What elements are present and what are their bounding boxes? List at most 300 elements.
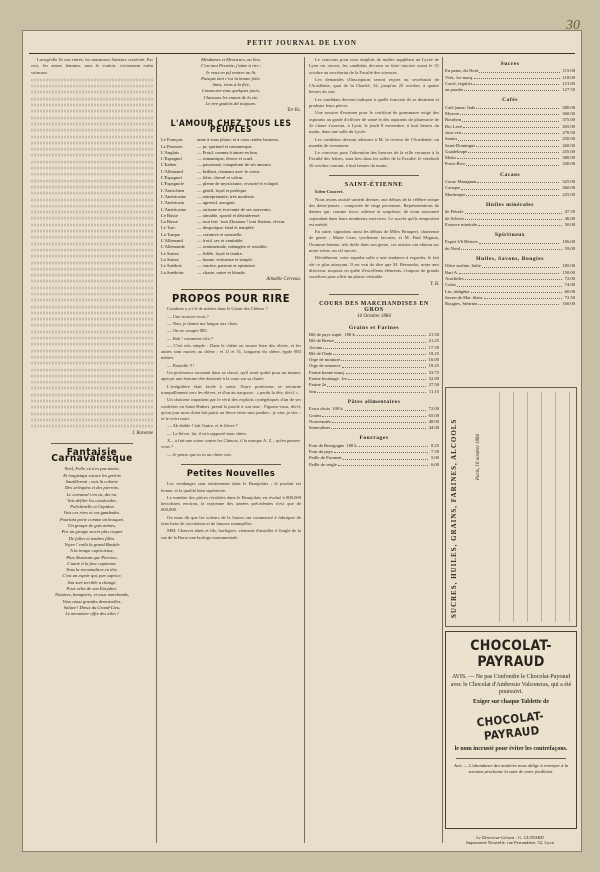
propos-paragraph: Un chasseur impatient par le récit des exploits cynégétiques d'un de ses confrères en Saint-Hubert, prend la parole à son tour : Figurez-vous, dit-il, qu'un jour mon chien fait partir un lièvre entre mes jambes ; je vise, je tire... et le voici mort. [161,397,301,422]
item-name: Café jaune, Inde [445,104,476,110]
item-price: 8.25 [430,442,439,448]
people-trait: — gentil, loyal et poétique. [197,187,248,193]
leader-dots [478,222,562,226]
separator [456,758,566,759]
eden-title: Eden-Concert. [315,189,344,195]
leader-dots [343,455,428,459]
people-trait: — pr, spirituel et romanesque. [197,143,253,149]
people-name: L'Américain [161,200,185,206]
people-trait: — fière, cheval et valeur. [197,175,244,181]
leader-dots [458,136,559,140]
cafes-title: Cafés [502,97,518,104]
leader-dots [462,117,559,121]
item-price: 150.00 [562,269,575,275]
fourrages-title: Fourrages [359,435,389,442]
sucres-title: Sucres [500,61,520,67]
column-4-prices [445,57,575,385]
notice: Avis. — L'abondance des matières nous oblige à renvoyer à la semaine prochaine la suite de notre feuilleton. [453,762,569,774]
bougies-title: Huiles, Savons, Bougies [476,256,544,263]
item-price: 21.25 [428,338,439,344]
item-name: Bari A. [445,269,459,275]
item-price: 47.50 [564,209,575,215]
rotated-table-date: Paris, 16 octobre 1884 [476,434,481,480]
leader-dots [461,185,559,189]
item-name: Nouveautés [309,418,331,424]
poem-line: Pour celui de son Eurydice. [66,586,118,592]
leader-dots [466,161,559,165]
item-name: Rio Lavé [445,123,462,129]
people-trait: — agressif, arrogant. [197,200,236,206]
item-price: 27.50 [428,382,439,388]
item-name: de Schiste [445,215,464,221]
separator [329,175,419,176]
item-price: 265.00 [562,123,575,129]
bougies-table [445,263,575,307]
leader-dots [464,87,559,91]
item-name: Caraque [445,185,461,191]
cours-title: COURS DES MARCHANDISES EN GROS [319,300,429,314]
header-rule [29,53,575,54]
propos-paragraph: — Non, je donne ma langue aux chats. [167,320,239,326]
chocolat-advertisement [445,631,577,829]
item-price: 46.00 [564,215,575,221]
leader-dots [332,419,426,423]
item-name: Paille de seigle [309,461,337,467]
page-number: 30 [566,18,580,33]
item-price: 60.00 [564,288,575,294]
nouvelles-paragraph: Les vendanges sont entièrement dans le Beaujolais ; le produit est bonne, et la qualité bien supérieure. [161,481,301,493]
huiles-title: Huiles minérales [486,201,534,208]
poem-line: De folles et tendres filles. [68,535,116,541]
people-trait: aime à vous plaire, et à vous rendre heureux. [197,137,280,143]
item-name: Farine boulange. 1re [309,376,347,382]
people-trait: — pleine de mysticisme, vivacité et volupté. [197,181,279,187]
huiles-table [445,209,575,228]
item-price: 380.00 [562,155,575,161]
people-name: Le Suédois [161,263,182,269]
ad-title: CHOCOLAT-PAYRAUD [470,638,552,670]
pates-table [309,406,439,431]
item-price: 160.00 [562,301,575,307]
cacaos-title: Cacaos [499,171,521,178]
people-name: Le Russe [161,212,178,218]
story-text-block [31,77,153,430]
people-trait: — bonne, vertueuse et simple. [197,256,253,262]
propos-paragraph: X... a fait une scène contre les Chinois, il la marque A. Z... qu'en pensez-vous ? [161,438,301,450]
item-price: 32.00 [428,376,439,382]
item-price: 225.00 [562,191,575,197]
people-name: L'Allemande [161,244,185,250]
poem-line: C'est un espoir qui, par caprice, [62,573,122,579]
cafes-table [445,105,575,168]
leader-dots [484,295,562,299]
propos-paragraph: — C'est très simple : Dans le chêne on trouve bien des olives, et les autres sont mortes au chêne ; et 11 et 31, longueur du chêne, égale 883 mètres. [161,342,301,361]
item-name: Orge de mouture [309,357,341,363]
eden-paragraph: Nous avons assisté samedi dernier, aux débuts de la célèbre troupe des demi-jeunes ; composée de vingt personnes. Représentations de danses qui, comme force, adresse et souplesse, de n'ont rencontré cependant dans leurs nombreux exercices. Le succès qu'ils remportent est mérité. [309,196,439,227]
people-trait: — romantique, féroce et cruel. [197,156,254,162]
leader-dots [476,143,559,147]
fantaisie-poem [31,466,153,617]
people-trait: — Froid, comme à aimer en bon. [197,149,258,155]
item-name: du Nord [445,245,461,251]
verse-ending: Mesdames et Messieurs, au lieu, C'est moi Perrette, j'aime à rire ; Je veux en pif rentrer au lit. Puisque moi c'est la bonne folie. Amis, riens à la fête, Consacrez-vous quelques jours, Chassons les ennuis de la vie, Le rire gaulois dit toujours. [200,57,262,107]
item-price: 118.00 [562,74,575,80]
rotated-table-label: SUCRES, HUILES, GRAINS, FARINES, ALCOOLS [450,418,458,618]
item-price: 21.50 [428,331,439,337]
people-trait: — froid, sec et vanitable. [197,238,244,244]
item-name: Farine bonne marq. [309,369,345,375]
item-name: Martinique [445,191,466,197]
people-name: L'Allemand [161,168,183,174]
story-signature: J. Ravenne [131,430,153,436]
leader-dots [465,209,562,213]
propos-paragraph: Un professeur racontait dans sa classe, qu'il avait quitté pour un instant, aperçut une énorme tête dessinée à la craie sur sa chaire. [161,370,301,382]
people-trait: — sentimentale, ménagère et sensible. [197,244,268,250]
poem-line: Un groupe de gais mimes, [68,523,116,529]
leader-dots [473,81,559,85]
people-name: L'Espagnole [161,181,184,187]
people-name: L'Américaine [161,193,187,199]
item-price: 33.75 [428,369,439,375]
people-name: Le Prussien [161,143,183,149]
poem-line: Noel, Folle, tu n'es pas morte, [64,466,120,472]
leader-dots [482,263,560,267]
concours-intro: Le concours pour trois emplois de maître suppléant au Lycée de Lyon est ouvert, les candidats devront se faire inscrire avant le 31 octobre au secrétariat de la Faculté des sciences. [309,57,439,75]
propos-title: PROPOS POUR RIRE [172,292,290,306]
people-name: La Suisse [161,256,179,262]
column-3 [309,57,439,843]
pates-title: Pâtes alimentaires [347,398,401,405]
price-row [445,301,575,307]
leader-dots [478,301,559,305]
propos-paragraph: — On en compte 883. [167,328,208,334]
leader-dots [341,357,426,361]
item-price: 44.00 [428,425,439,431]
eden-paragraph: Décidément, cette superbe salle a une tendance à regarder, le fait sûr ce plus attrayant. Il est vrai de dire que M. Bernardot, notre ami directeur, toujours en quête d'excellents éléments, s'impose de grands sacrifices pour offrir un plaisir véritable. [309,255,439,280]
propos-paragraph: — Le lièvre, lui, il m'a rapporté mon chien. [167,430,247,436]
leader-dots [322,413,425,417]
leader-dots [479,239,559,243]
item-name: Santos [445,136,458,142]
eden-signature: T. B. [430,281,439,287]
column-2 [161,57,301,843]
nouvelles-paragraph: MM. Chauvet aînés et fils, horlogers, viennent d'installer à l'angle de la rue de la Barre une horloge monumentale. [161,528,301,540]
item-name: Vtés, 1re marq. [445,74,474,80]
nouvelles-paragraph: On nous dit que les voleurs de la Suisse ont commencé à fabriquer de faux bons de circulation et de fausses estampilles. [161,514,301,526]
separator [181,289,281,290]
propos-paragraph: — Une trouvez-vous ? [167,313,209,319]
poem-line: Polichinelle et Cupidon [70,504,114,510]
item-price: 270.00 [562,129,575,135]
leader-dots [479,68,559,72]
item-price: 18.25 [428,350,439,356]
people-name: La Russe [161,219,178,225]
price-row [309,425,439,431]
people-trait: — despotique, fatal et tempéré. [197,225,255,231]
people-name: L'Autrichien [161,187,185,193]
nouvelles-title: Petites Nouvelles [186,468,276,479]
leader-dots [461,246,561,250]
item-price: 330.00 [562,161,575,167]
gerant: Le Directeur-Gérant : G. GUINARD [476,835,544,840]
spiritueux-table [445,239,575,252]
leader-dots [476,105,559,109]
poem-line: Le menuisier offre des ailes ! [65,611,119,617]
item-price: 72.50 [564,294,575,300]
poem-line: Vois ces rires et ces gambades. [63,510,121,516]
cacaos-table [445,179,575,198]
item-price: 18.25 [428,363,439,369]
price-row [445,222,575,228]
concours-text [309,77,439,169]
separator [181,464,281,465]
item-name: Blé de Bresse [309,338,335,344]
verse-signature: Tor Ks. [287,108,301,114]
item-name: Cassé, régulier [445,80,473,86]
leader-dots [477,179,559,183]
item-name: Java vert [445,129,462,135]
people-trait: — passionné, conquérant de ses amours. [197,162,272,168]
spiritueux-title: Spiritueux [494,232,526,239]
people-trait: — entreprenante, très moderne. [197,193,256,199]
item-name: Moka [445,155,456,161]
footer [445,835,575,845]
concours-paragraph: Une session d'examen pour le certificat de grammaire exigé des aspirants au grade d'officier de santé et des aspirants de pharmacie de 2e classe s'ouvrira, à Lyon, le jeudi 8 novembre, à huit heures du matin, dans une salle du Lycée. [309,110,439,135]
leader-dots [357,332,426,336]
ad-exiger: Exiger sur chaque Tablette de [472,698,550,705]
story-intro: Lorsqu'elle fit son entrée, les murmures flatteurs cessèrent. Par ceci, les autres femmes, sans le vouloir, s'avouaient enfin vaincues. [31,57,153,75]
amour-row [161,270,301,276]
item-name: Guadeloupe [445,148,468,154]
item-name: Farine 2e [309,382,327,388]
people-name: L'Italien [161,162,177,168]
poem-line: Vous aussi grandes demoiselles, [62,598,122,604]
people-trait: — chaste, naïve et blonde. [197,269,246,275]
item-price: 16.00 [428,357,439,363]
concours-paragraph: Le concours pour l'obtention des bourses de la ville vacantes à la Faculté des lettres, aura lieu dans les salles de la Faculté, le vendredi 26 octobre courant, à huit heures du matin. [309,150,439,168]
poem-line: Son sort terrible a changé. [67,579,117,585]
column-divider [304,57,305,843]
item-price: 72.00 [428,406,439,412]
people-name: L'Espagnol [161,156,182,162]
poem-line: Par un groupe secret plus coquet [61,529,123,535]
leader-dots [335,338,425,342]
propos-paragraph: — Je pense que tu es un chien voir. [167,451,232,457]
leader-dots [317,389,426,393]
item-name: Orge de semence [309,363,341,369]
item-price: 11.15 [428,388,439,394]
item-name: Mysore [445,111,460,117]
item-price: 260.00 [562,142,575,148]
item-name: Son [309,388,317,394]
item-price: 255.00 [562,148,575,154]
poem-line: Saluez ! Dieux du Grand-Lieu, [63,604,121,610]
item-price: 59.00 [564,245,575,251]
item-price: 7.50 [430,449,439,455]
item-name: Colza [445,282,456,288]
item-name: En pains, du Nord [445,68,479,74]
people-name: L'Allemand [161,238,183,244]
leader-dots [460,111,559,115]
propos-paragraph: — Bah ! comment cela ? [167,335,213,341]
people-trait: — fidèle, loyal et tendre. [197,250,243,256]
column-1 [31,57,153,843]
concours-paragraph: Les demandes d'inscription seront reçues au secrétariat de l'Académie, quai de la Charité, 32, jusqu'au 25 octobre, à quatre heures du soir. [309,76,439,95]
people-trait: — sincère, patriote et optimiste. [197,263,256,269]
item-name: Blé de pays supér. [309,331,343,337]
sucres-table [445,68,575,93]
item-name: Extra choix [309,406,331,412]
poem-line: Et longtemps encore les grelots [63,472,121,478]
people-name: L'Anglais [161,149,179,155]
price-row [445,246,575,252]
item-price: 325.00 [562,179,575,185]
leader-dots [474,75,559,79]
amour-list [161,137,301,276]
item-price: 6.00 [430,461,439,467]
item-name: Savon de Mar. blanc [445,294,483,300]
poem-line: Le carnaval s'en va, dis-on. [66,491,118,497]
leader-dots [457,282,562,286]
poem-line: L'autre à la face capiteuse. [67,560,117,566]
propos-text [161,306,301,458]
people-trait: — aimable, sportif et désintéressé. [197,212,261,218]
propos-paragraph: Combien y a-t-il de mètres dans le Géant des Chênes ? [167,306,268,312]
item-price: 48.00 [428,418,439,424]
leader-dots [333,351,425,355]
leader-dots [348,376,426,380]
leader-dots [342,363,426,367]
item-price: 5.00 [430,455,439,461]
people-name: La Suédoise [161,269,184,275]
item-unit: 100 k. [332,406,344,412]
item-price: 360.00 [562,111,575,117]
item-name: de Pétrole [445,209,464,215]
leader-dots [459,270,559,274]
item-name: Grains [309,412,322,418]
page-header: PETIT JOURNAL DE LYON [247,39,357,47]
item-unit: 100 k. [344,331,356,337]
concours-paragraph: Les candidats devront indiquer à quelle fonction ils se destinent et produire leurs pièces. [309,96,439,109]
poem-line: Vous la reconnaîtrez en tête, [66,567,118,573]
leader-dots [463,124,559,128]
table-grid [486,392,572,622]
separator [51,443,133,444]
leader-dots [465,276,562,280]
item-name: Arachides [445,275,464,281]
leader-dots [359,443,428,447]
item-price: 360.00 [562,185,575,191]
item-price: 185.00 [562,263,575,269]
price-row [445,161,575,167]
fantaisie-title: Fantaisie Carnavalesque [51,446,133,465]
item-name: Olive surfine, Italie [445,263,481,269]
leader-dots [462,130,559,134]
item-name: Foin de Bourgogne [309,442,345,448]
item-price: 115.00 [562,68,575,74]
item-price: 127.50 [562,87,575,93]
grains-table [309,332,439,395]
leader-dots [457,155,560,159]
leader-dots [334,449,428,453]
leader-dots [466,192,559,196]
poem-line: Notaires, banquiers, et vous marchands, [54,592,130,598]
item-name: Avoine [309,344,323,350]
ad-nom: le nom incrusté pour éviter les contrefaçons. [454,746,568,752]
poem-line: Voyez ! voilà la grand Bastide [64,541,120,547]
rotated-price-table [445,387,577,627]
people-trait: — brillant, chantant avec le coeur. [197,168,261,174]
item-price: 17.50 [428,344,439,350]
item-name: Porto-Rico [445,161,466,167]
item-name: Semoulines [309,425,331,431]
ad-banner: CHOCOLAT-PAYRAUD [475,708,545,743]
item-name: Bougies, Stéarine [445,301,478,307]
leader-dots [327,382,425,386]
price-row [445,192,575,198]
item-name: Blé de l'Inde [309,350,333,356]
nouvelles-text [161,481,301,541]
item-price: 380.00 [562,104,575,110]
item-name: Paille de Froment [309,455,342,461]
concours-paragraph: Les candidats devront adresser à M. le recteur de l'Académie, un mandat de versement. [309,136,439,148]
poem-line: Des arlequins et des pierrots. [64,485,120,491]
price-row [309,389,439,395]
ad-warning: AVIS. — Ne pas Confondre le Chocolat-Payraud avec le Chocolat d'Ambrosio Valconeras, qui a été poursuivi. [450,674,572,695]
item-name: Essence minérale [445,221,478,227]
propos-paragraph: — Ah diable ! fait l'autre, et le lièvre ? [167,423,238,429]
newspaper-page [22,30,582,852]
item-price: 250.00 [562,136,575,142]
leader-dots [468,149,559,153]
item-price: 72.00 [564,275,575,281]
item-name: Esprit 3/6 Béziers [445,239,478,245]
nouvelles-paragraph: Le nombre des pièces récoltées dans le Beaujolais est évalué à 800,000 hectolitres environ, la moyenne des années précédentes n'est que de 600,000. [161,494,301,513]
fourrages-table [309,443,439,468]
people-name: Le Français [161,137,183,143]
item-name: Saint-Domingue [445,142,476,148]
price-row [309,462,439,468]
item-price: 106.00 [562,239,575,245]
poem-line: Plus illustrant que Pierrine, [66,554,118,560]
item-name: Bourbon [445,117,462,123]
leader-dots [338,462,428,466]
people-name: Le Turc [161,225,176,231]
propos-paragraph: — Boutelle !!! [167,362,195,368]
item-price: 121.00 [562,80,575,86]
people-trait: — tout fort ' tout Zbonaux ! tout flatteur, rêveur. [197,219,286,225]
eden-paragraph: En outre, signalons aussi les débuts de Mlles Beaupert, chanteuse de genre ; Marie Caze, tyrolienne favorite, et M. Paul Mignon, l'homme-femme, très drôle dans son genre, ces artistes ont obtenu sur notre scène, un vif succès. [309,229,439,254]
column-divider [156,57,157,843]
propos-paragraph: L'irrégulière était facile à saisir. Notre professeur se retourne tranquillement vers les élèves, et d'un air narquois : « perdu la tête, dit-il. » [161,383,301,395]
people-trait: — craintive et sensuelle. [197,231,243,237]
cours-date: 16 Octobre 1884 [357,314,391,320]
separator [329,294,419,295]
poem-line: Sautilleront ; vois la cohorte [65,479,119,484]
people-trait: — artisane et écrivante de ses souvenirs. [197,206,272,212]
item-name: Cacao Maragnan [445,179,477,185]
item-price: 50.00 [564,221,575,227]
item-price: 65.00 [428,412,439,418]
leader-dots [345,406,426,410]
people-name: L'Espagnol [161,175,182,181]
leader-dots [465,216,562,220]
leader-dots [331,425,425,429]
column-divider [442,57,443,843]
poem-line: Vois défiler les cavalcades, [67,497,117,503]
price-row [445,87,575,93]
item-name: Foin du pays [309,449,333,455]
